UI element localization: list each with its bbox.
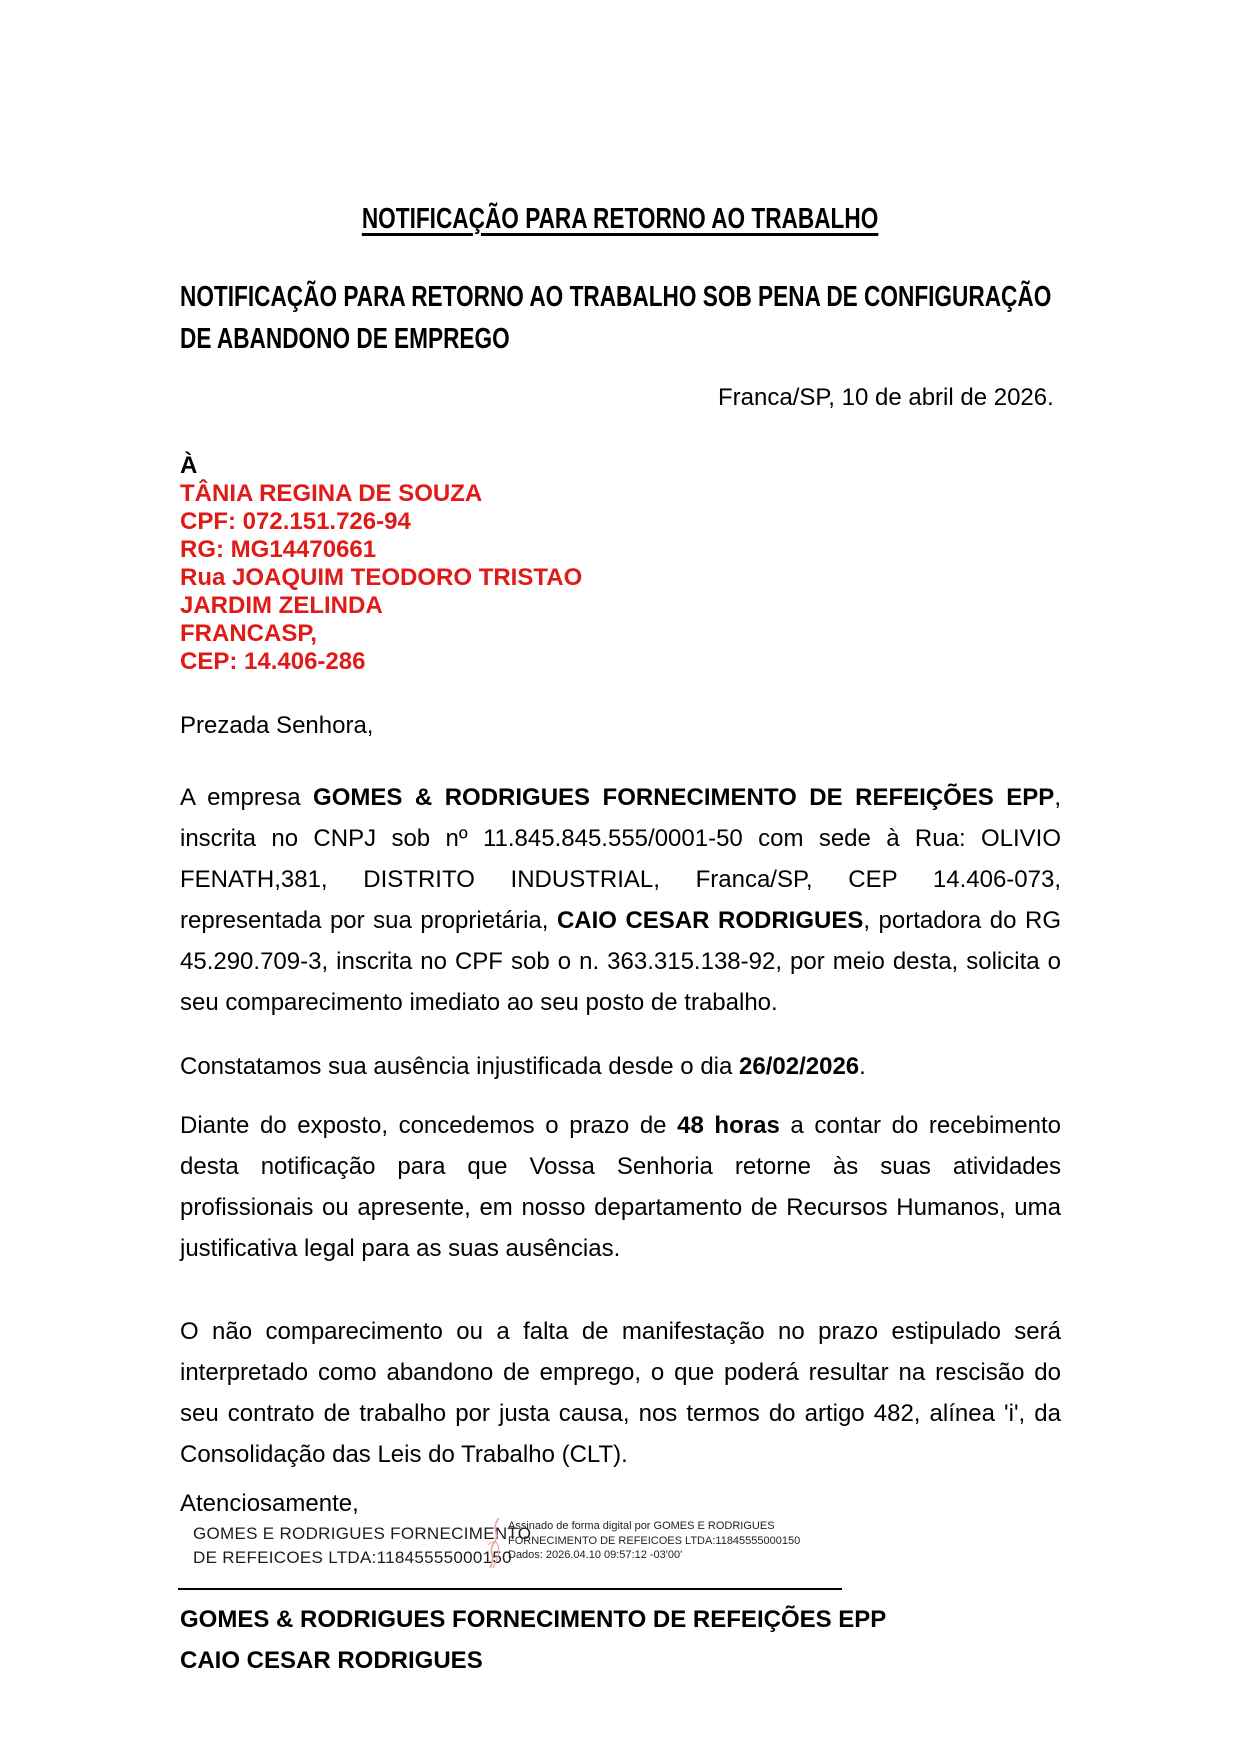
text-segment: , inscrita no CNPJ sob nº 11.845.845.555/0001-50 com sede à Rua: OLIVIO FENATH,381, DISTRITO INDUSTRIAL, Franca/SP, CEP 14.406-073, representada por sua proprietária,: [180, 784, 1061, 934]
recipient-cep: CEP: 14.406-286: [180, 648, 366, 675]
signature-rule: [178, 1588, 842, 1590]
adobe-signature-swoosh-icon: [484, 1516, 508, 1575]
recipient-rg: RG: MG14470661: [180, 536, 377, 563]
text-segment: a contar do recebimento desta notificação para que Vossa Senhoria retorne às suas atividades profissionais ou apresente, em nosso departamento de Recursos Humanos, uma justificativa legal para as suas ausências.: [180, 1112, 1061, 1262]
signature-details-line-3: Dados: 2026.04.10 09:57:12 -03'00': [508, 1549, 683, 1561]
digital-signature-details: [508, 1519, 800, 1563]
signature-details-line-1: Assinado de forma digital por GOMES E RODRIGUES: [508, 1520, 775, 1532]
document-title: NOTIFICAÇÃO PARA RETORNO AO TRABALHO: [362, 203, 879, 235]
document-subtitle: [180, 276, 1052, 360]
recipient-name: TÂNIA REGINA DE SOUZA: [180, 480, 483, 507]
recipient-street: Rua JOAQUIM TEODORO TRISTAO: [180, 564, 583, 591]
closing: Atenciosamente,: [180, 1490, 359, 1517]
recipient-block: [180, 452, 582, 676]
subtitle-line-1: NOTIFICAÇÃO PARA RETORNO AO TRABALHO SOB PENA DE CONFIGURAÇÃO: [180, 281, 1052, 313]
digital-signature-stamp: [193, 1522, 531, 1570]
paragraph-consequence: [180, 1311, 1061, 1475]
date-line: Franca/SP, 10 de abril de 2026.: [718, 384, 1054, 411]
stamp-line-2: DE REFEICOES LTDA:11845555000150: [193, 1548, 512, 1567]
recipient-cpf: CPF: 072.151.726-94: [180, 508, 411, 535]
signature-name: CAIO CESAR RODRIGUES: [180, 1647, 483, 1674]
owner-name-bold: CAIO CESAR RODRIGUES: [556, 907, 864, 934]
absence-date-bold: 26/02/2026: [739, 1053, 860, 1080]
recipient-prefix: À: [180, 452, 198, 479]
paragraph-deadline: [180, 1105, 1061, 1269]
salutation: Prezada Senhora,: [180, 712, 374, 739]
text-segment: Constatamos sua ausência injustificada desde o dia: [180, 1053, 740, 1080]
recipient-district: JARDIM ZELINDA: [180, 592, 383, 619]
signature-company: GOMES & RODRIGUES FORNECIMENTO DE REFEIÇÕES EPP: [180, 1606, 887, 1633]
company-name-bold: GOMES & RODRIGUES FORNECIMENTO DE REFEIÇÕES EPP: [313, 784, 1055, 811]
text-segment: O não comparecimento ou a falta de manifestação no prazo estipulado será interpretado como abandono de emprego, o que poderá resultar na rescisão do seu contrato de trabalho por justa causa, nos termos do artigo 482, alínea 'i', da Consolidação das Leis do Trabalho (CLT).: [180, 1318, 1061, 1468]
text-segment: , portadora do RG 45.290.709-3, inscrita no CPF sob o n. 363.315.138-92, por meio desta, solicita o seu comparecimento imediato ao seu posto de trabalho.: [180, 907, 1061, 1016]
paragraph-absence: [180, 1046, 1061, 1087]
deadline-bold: 48 horas: [677, 1112, 780, 1139]
document-title-wrap: [0, 203, 1241, 236]
text-segment: .: [859, 1053, 866, 1080]
signature-details-line-2: FORNECIMENTO DE REFEICOES LTDA:11845555000150: [508, 1534, 801, 1547]
text-segment: A empresa: [180, 784, 314, 811]
subtitle-line-2: DE ABANDONO DE EMPREGO: [180, 323, 510, 355]
recipient-city: FRANCASP,: [180, 620, 317, 647]
stamp-line-1: GOMES E RODRIGUES FORNECIMENTO: [193, 1524, 532, 1543]
text-segment: Diante do exposto, concedemos o prazo de: [180, 1112, 678, 1139]
paragraph-company-intro: [180, 777, 1061, 1023]
